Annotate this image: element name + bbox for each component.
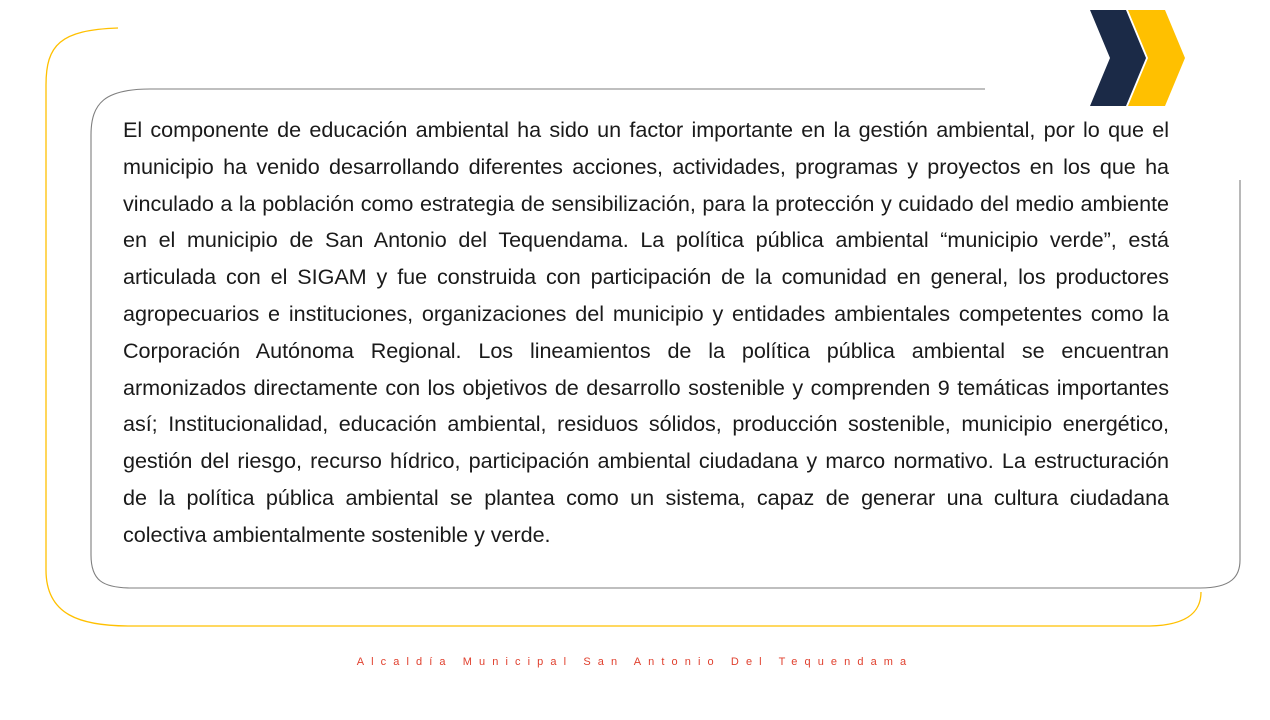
body-paragraph: El componente de educación ambiental ha sido un factor importante en la gestión ambiental, por lo que el municipio ha venido desarrollando diferentes acciones, actividades, programas y proyectos en los que ha vinculado a la población como estrategia de sensibilización, para la protección y cuidado del medio ambiente en el municipio de San Antonio del Tequendama. La política pública ambiental “municipio verde”, está articulada con el SIGAM y fue construida con participación de la comunidad en general, los productores agropecuarios e instituciones, organizaciones del municipio y entidades ambientales competentes como la Corporación Autónoma Regional. Los lineamientos de la política pública ambiental se encuentran armonizados directamente con los objetivos de desarrollo sostenible y comprenden 9 temáticas importantes así; Institucionalidad, educación ambiental, residuos sólidos, producción sostenible, municipio energético, gestión del riesgo, recurso hídrico, participación ambiental ciudadana y marco normativo. La estructuración de la política pública ambiental se plantea como un sistema, capaz de generar una cultura ciudadana colectiva ambientalmente sostenible y verde. — [123, 117, 1169, 547]
footer-organization-name: Alcaldía Municipal San Antonio Del Tequendama — [356, 656, 914, 668]
double-chevron-right-icon — [1088, 10, 1186, 106]
